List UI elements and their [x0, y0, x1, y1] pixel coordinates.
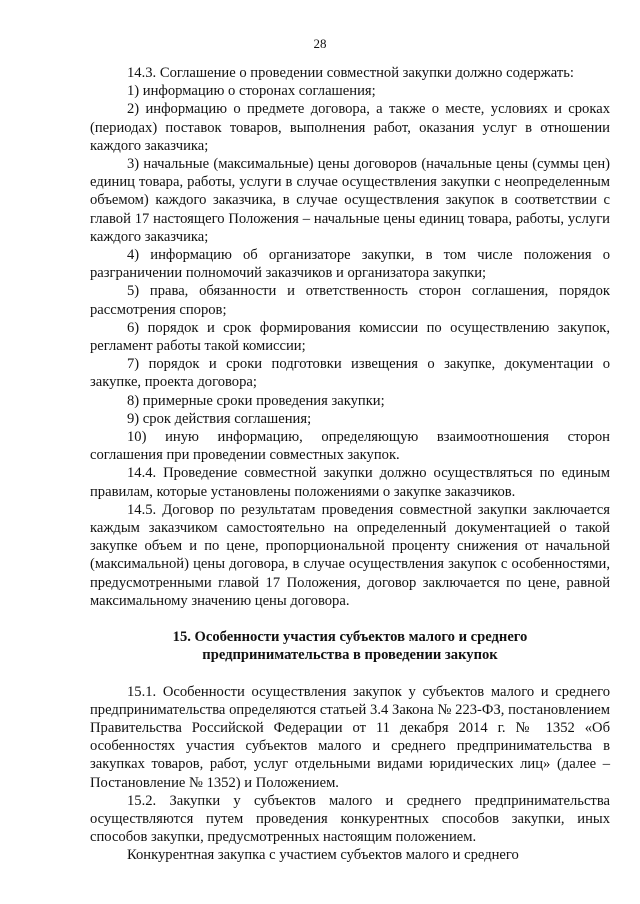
paragraph-14-3: 14.3. Соглашение о проведении совместной закупки должно содержать: [127, 65, 574, 81]
list-item-7: 7) порядок и сроки подготовки извещения о закупке, документации о закупке, проекта договора; [90, 356, 610, 391]
list-item-6: 6) порядок и срок формирования комиссии по осуществлению закупок, регламент работы такой комиссии; [90, 319, 610, 355]
paragraph-15-1: 15.1. Особенности осуществления закупок у субъектов малого и среднего предпринимательства определяются статьей 3.4 Закона № 223-ФЗ, постановлением Правительства Российской Федерации от 11 декабря 2014 г. № 1352 «Об особенностях участия субъектов малого и среднего предпринимательства в закупках товаров, работ, услуг отдельными видами юридических лиц» (далее – Постановление № 1352) и Положением. [90, 683, 610, 791]
list-item-8: 8) примерные сроки проведения закупки; [127, 392, 385, 409]
list-item-4: 4) информацию об организаторе закупки, в том числе положения о разграничении полномочий заказчиков и организатора закупки; [90, 247, 610, 282]
paragraph-14-5: 14.5. Договор по результатам проведения совместной закупки заключается каждым заказчиком самостоятельно на определенный документацией о такой закупке объем и по цене, пропорциональной проценту снижения от начальной (максимальной) цены договора, в случае осуществления закупок с особенностями, предусмотренными главой 17 Положения, договор заключается по цене, равной максимальному значению цены договора. [90, 501, 610, 609]
section-heading: 15. Особенности участия субъектов малого и среднего предпринимательства в проведении закупок [172, 629, 528, 664]
list-item-3: 3) начальные (максимальные) цены договоров (начальные цены (суммы цен) единиц товара, работы, услуги в случае осуществления закупки с неопределенным объемом) каждого заказчика, в случае осуществления закупок в соответствии с главой 17 настоящего Положения – начальные цены единиц товара, работы, услуги каждого заказчика; [90, 156, 610, 245]
document-body [90, 64, 610, 865]
page-number: 28 [313, 36, 327, 51]
paragraph-15-2: 15.2. Закупки у субъектов малого и среднего предпринимательства осуществляются путем проведения конкурентных способов закупки, иных способов закупки, предусмотренных настоящим положением. [90, 792, 610, 846]
paragraph-14-4: 14.4. Проведение совместной закупки должно осуществляться по единым правилам, которые установлены положениями о закупке заказчиков. [90, 465, 610, 500]
list-item-1: 1) информацию о сторонах соглашения; [127, 83, 376, 100]
list-item-10: 10) иную информацию, определяющую взаимоотношения сторон соглашения при проведении совместных закупок. [90, 429, 610, 464]
list-item-5: 5) права, обязанности и ответственность сторон соглашения, порядок рассмотрения споров; [90, 283, 610, 318]
list-item-2: 2) информацию о предмете договора, а также о месте, условиях и сроках (периодах) поставок товаров, выполнения работ, оказания услуг в отношении каждого заказчика; [90, 101, 610, 154]
paragraph-continuation: Конкурентная закупка с участием субъектов малого и среднего [127, 847, 519, 864]
list-item-9: 9) срок действия соглашения; [127, 410, 312, 427]
